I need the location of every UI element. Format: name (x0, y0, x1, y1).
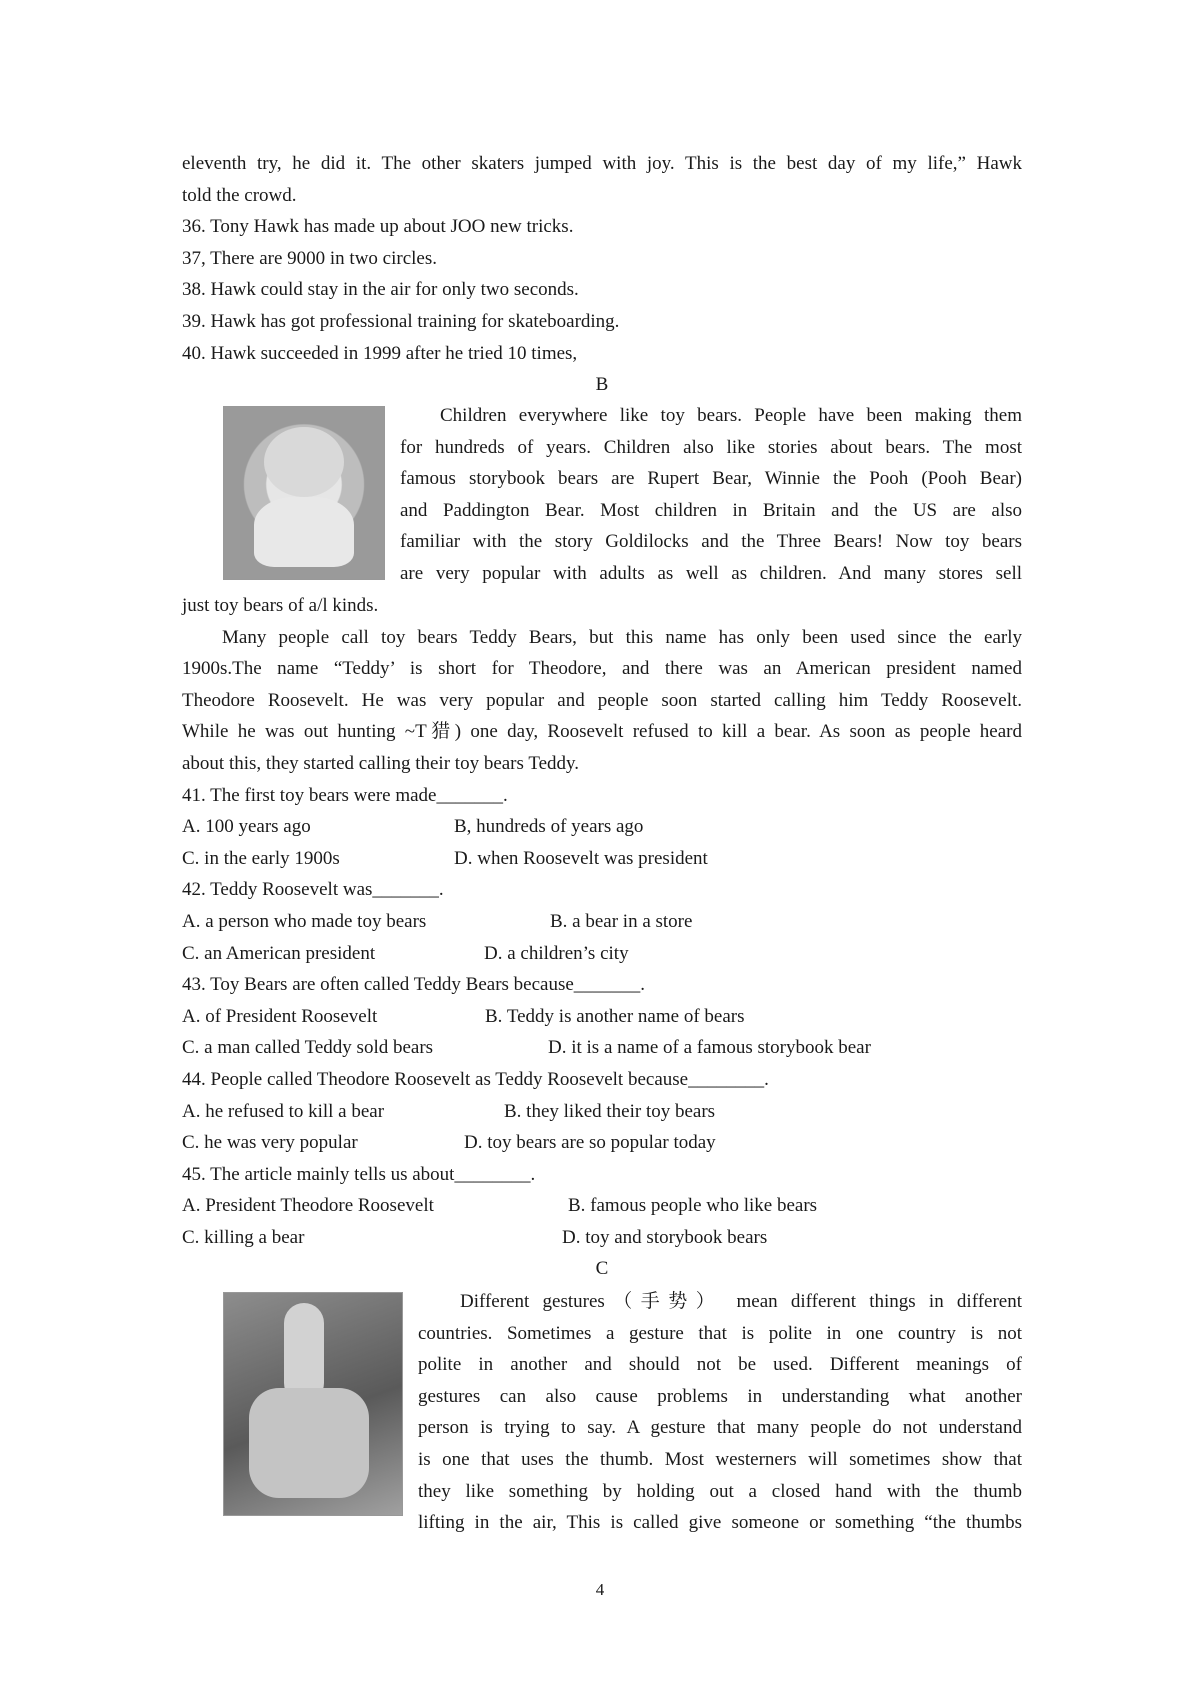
page-content (182, 148, 1022, 401)
question-45-stem: 45. The article mainly tells us about________. (182, 1163, 536, 1185)
text-line: Theodore Roosevelt. He was very popular and people soon started calling him Teddy Roosevelt. (182, 689, 1022, 711)
option-a: A. 100 years ago (182, 816, 311, 838)
text-line: polite in another and should not be used. Different meanings of (418, 1354, 1022, 1376)
question-43-options-ab (182, 1001, 1022, 1033)
option-b: B, hundreds of years ago (454, 816, 644, 838)
question-42-stem: 42. Teddy Roosevelt was_______. (182, 879, 444, 901)
text-line: are very popular with adults as well as children. And many stores sell (400, 562, 1022, 584)
statement-40: 40. Hawk succeeded in 1999 after he tried 10 times, (182, 342, 578, 364)
question-44-stem: 44. People called Theodore Roosevelt as Teddy Roosevelt because________. (182, 1068, 769, 1090)
question-41-options-ab (182, 811, 1022, 843)
question-45-options-cd (182, 1222, 1022, 1254)
text-line: lifting in the air, This is called give someone or something “the thumbs (418, 1512, 1022, 1534)
text-line: about this, they started calling their toy bears Teddy. (182, 752, 580, 774)
option-c: C. he was very popular (182, 1132, 358, 1154)
section-b-wrap-text (400, 400, 1022, 590)
text-line: is one that uses the thumb. Most westerners will sometimes show that (418, 1448, 1022, 1470)
text-line: Different gestures（手势） mean different things in different (460, 1291, 1022, 1312)
question-42-options-ab (182, 906, 1022, 938)
thumbs-up-photo (223, 1292, 403, 1516)
text-line: and Paddington Bear. Most children in Britain and the US are also (400, 499, 1022, 521)
text-line: While he was out hunting ~T猎) one day, Roosevelt refused to kill a bear. As soon as people heard (182, 721, 1022, 743)
text-line: they like something by holding out a closed hand with the thumb (418, 1480, 1022, 1502)
option-b: B. Teddy is another name of bears (485, 1005, 745, 1027)
option-c: C. killing a bear (182, 1226, 305, 1248)
text-line: familiar with the story Goldilocks and the Three Bears! Now toy bears (400, 531, 1022, 553)
section-b-body (182, 590, 1022, 1285)
statement-38: 38. Hawk could stay in the air for only two seconds. (182, 279, 579, 301)
teddy-bear-photo (223, 406, 385, 580)
option-d: D. a children’s city (484, 942, 629, 964)
question-42-options-cd (182, 938, 1022, 970)
text-line: told the crowd. (182, 184, 297, 206)
option-a: A. a person who made toy bears (182, 910, 427, 932)
option-d: D. toy bears are so popular today (464, 1132, 716, 1154)
option-b: B. they liked their toy bears (504, 1100, 716, 1122)
text-line: 1900s.The name “Teddy’ is short for Theodore, and there was an American president named (182, 658, 1022, 680)
text-line: just toy bears of a/l kinds. (182, 595, 379, 616)
page-number: 4 (595, 1580, 605, 1599)
statement-39: 39. Hawk has got professional training for skateboarding. (182, 310, 620, 332)
option-a: A. President Theodore Roosevelt (182, 1195, 434, 1217)
text-line: Children everywhere like toy bears. People have been making them (440, 405, 1022, 426)
option-a: A. he refused to kill a bear (182, 1100, 385, 1122)
question-44-options-cd (182, 1127, 1022, 1159)
question-45-options-ab (182, 1190, 1022, 1222)
question-43-options-cd (182, 1032, 1022, 1064)
option-c: C. in the early 1900s (182, 847, 340, 869)
text-line: countries. Sometimes a gesture that is polite in one country is not (418, 1322, 1022, 1344)
option-b: B. a bear in a store (550, 910, 693, 932)
option-d: D. it is a name of a famous storybook bear (548, 1037, 871, 1059)
section-b-heading: B (595, 374, 609, 396)
section-c-heading: C (595, 1258, 609, 1280)
question-41-options-cd (182, 843, 1022, 875)
statement-36: 36. Tony Hawk has made up about JOO new tricks. (182, 216, 574, 238)
text-line: eleventh try, he did it. The other skaters jumped with joy. This is the best day of my life,” Hawk (182, 153, 1022, 174)
option-a: A. of President Roosevelt (182, 1005, 378, 1027)
statement-37: 37, There are 9000 in two circles. (182, 247, 438, 269)
question-44-options-ab (182, 1096, 1022, 1128)
text-line: famous storybook bears are Rupert Bear, Winnie the Pooh (Pooh Bear) (400, 468, 1022, 490)
option-d: D. toy and storybook bears (562, 1226, 768, 1248)
option-c: C. a man called Teddy sold bears (182, 1037, 434, 1059)
question-41-stem: 41. The first toy bears were made_______. (182, 784, 508, 806)
option-d: D. when Roosevelt was president (454, 847, 708, 869)
option-c: C. an American president (182, 942, 376, 964)
section-c-wrap-text (418, 1286, 1022, 1539)
text-line: gestures can also cause problems in understanding what another (418, 1385, 1022, 1407)
question-43-stem: 43. Toy Bears are often called Teddy Bears because_______. (182, 974, 646, 996)
option-b: B. famous people who like bears (568, 1195, 818, 1217)
text-line: Many people call toy bears Teddy Bears, but this name has only been used since the early (222, 626, 1022, 648)
text-line: for hundreds of years. Children also like stories about bears. The most (400, 436, 1022, 458)
text-line: person is trying to say. A gesture that many people do not understand (418, 1417, 1022, 1439)
